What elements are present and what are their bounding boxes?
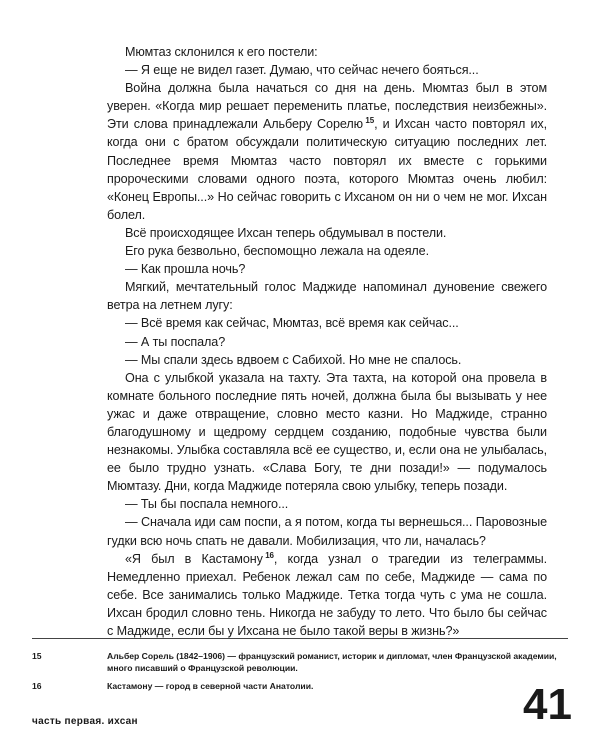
paragraph-text: , и Ихсан часто повторял их, когда они с братом обсуждали политическую ситуацию последних лет. Последнее время Мюмтаз часто повторял их вместе с горькими пророческими словами одного поэта, которого Мюмтаз очень любил: «Конец Европы...» Но сейчас говорить с Ихсаном он ни о чем не мог. Ихсан болел. <box>107 117 547 222</box>
main-text <box>107 43 547 640</box>
paragraph: — Сначала иди сам поспи, а я потом, когда ты вернешься... Паровозные гудки всю ночь спать не давали. Мобилизация, что ли, началась? <box>107 515 547 548</box>
paragraph: Она с улыбкой указала на тахту. Эта тахта, на которой она провела в комнате больного последние пять ночей, должна была бы вызывать у нее ужас и даже отвращение, словно место казни. Но Маджиде, странно благодушному и щедрому сердцем созданию, подобные чувства были незнакомы. Улыбка составляла всё ее существо, и, если она не улыбалась, ее было трудно узнать. «Слава Богу, те дни позади!» — подумалось Мюмтазу. Дни, когда Маджиде потеряла свою улыбку, теперь позади. <box>107 370 547 494</box>
paragraph: — Мы спали здесь вдвоем с Сабихой. Но мне не спалось. <box>125 352 462 367</box>
paragraph: — Всё время как сейчас, Мюмтаз, всё время как сейчас... <box>125 316 459 331</box>
footnote-text: Кастамону — город в северной части Анатолии. <box>107 680 314 691</box>
paragraph: — Как прошла ночь? <box>125 262 246 277</box>
footnote-ref[interactable]: 15 <box>365 116 375 126</box>
paragraph: — А ты поспала? <box>125 334 226 349</box>
footnote-number: 15 <box>32 651 42 661</box>
paragraph: Его рука безвольно, беспомощно лежала на одеяле. <box>125 244 429 259</box>
paragraph: — Я еще не видел газет. Думаю, что сейчас нечего бояться... <box>125 63 479 78</box>
footnote <box>32 650 568 675</box>
paragraph-text: Война должна была начаться со дня на день. Мюмтаз был в этом уверен. «Когда мир решает переменить платье, последствия неизбежны». Эти слова принадлежали Альберу Сорелю <box>107 81 547 132</box>
paragraph-text: «Я был в Кастамону <box>125 551 263 566</box>
paragraph: — Ты бы поспала немного... <box>125 497 289 512</box>
paragraph <box>107 79 547 224</box>
footnotes <box>32 650 568 697</box>
paragraph: Всё происходящее Ихсан теперь обдумывал в постели. <box>125 225 447 240</box>
footnote <box>32 680 568 692</box>
paragraph: Мягкий, мечтательный голос Маджиде напоминал дуновение свежего ветра на летнем лугу: <box>107 280 547 313</box>
paragraph <box>107 550 547 640</box>
footnote-divider <box>32 638 568 639</box>
paragraph: Мюмтаз склонился к его постели: <box>125 45 318 59</box>
paragraph-text: , когда узнал о трагедии из телеграммы. Немедленно приехал. Ребенок лежал сам по себе, Маджиде — сама по себе. Все занимались только Маджиде. Тетка тогда чуть с ума не сошла. Ихсан бродил словно тень. Никогда не забуду то лето. Что было бы сейчас с Маджиде, если бы у Ихсана не было такой веры в жизнь?» <box>107 551 547 638</box>
footnote-number: 16 <box>32 680 42 691</box>
footnote-ref[interactable]: 16 <box>265 550 274 560</box>
page-number: 41 <box>523 680 572 729</box>
running-head: часть первая. ихсан <box>32 716 138 727</box>
footnote-text: Альбер Сорель (1842–1906) — французский романист, историк и дипломат, член Французской академии, много писавший о Французской революции. <box>107 651 557 674</box>
